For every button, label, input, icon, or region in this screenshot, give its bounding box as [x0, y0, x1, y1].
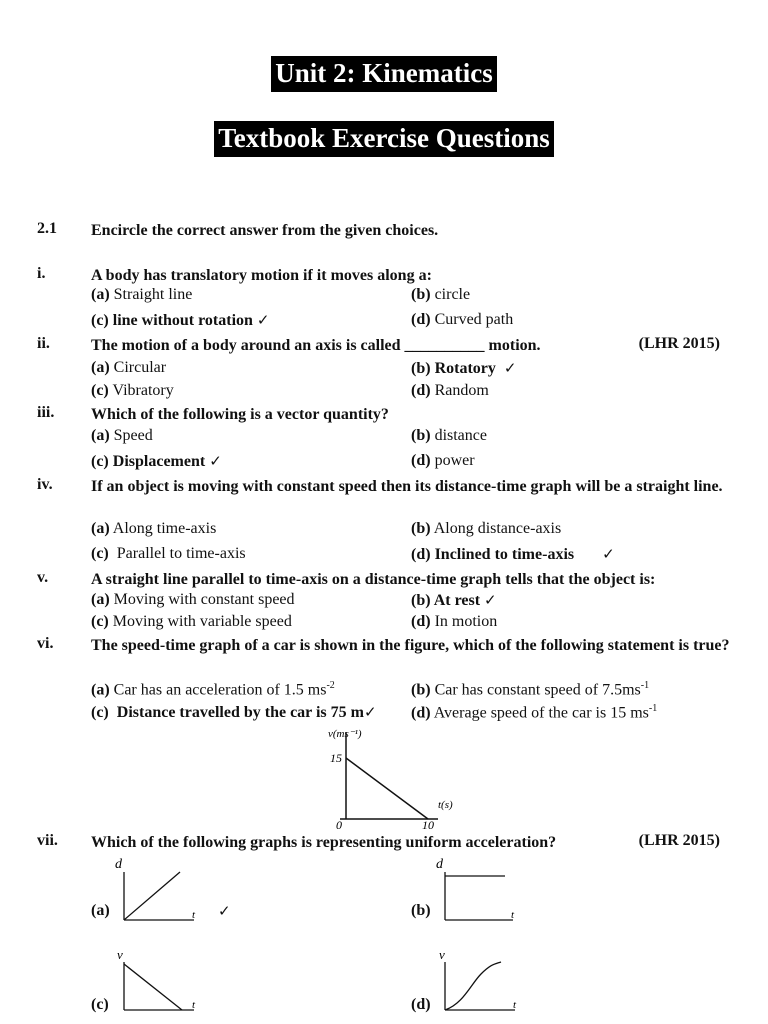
velocity-line: [346, 758, 428, 819]
question-text: A straight line parallel to time-axis on a distance-time graph tells that the object is:: [91, 571, 656, 588]
option-a: (a) Car has an acceleration of 1.5 $ms^{-2}$: [91, 680, 335, 699]
question-number: vii.: [37, 832, 58, 849]
graph-option-a-label: (a): [91, 902, 110, 919]
speed-time-graph: [0, 722, 768, 832]
question-number: vi.: [37, 635, 54, 652]
check-mark-icon: ✓: [484, 591, 497, 609]
instruction-text: Encircle the correct answer from the given choices.: [91, 222, 439, 239]
option-b: (b) distance: [411, 427, 487, 444]
question-text: Which of the following is a vector quantity?: [91, 406, 389, 423]
question-number: ii.: [37, 335, 50, 352]
graph-option-d: [433, 944, 553, 1024]
instruction-number: 2.1: [37, 220, 57, 237]
graph-option-c: [112, 944, 232, 1024]
option-b: (b) Car has constant speed of $7.5ms^{-1}$: [411, 680, 650, 699]
question-text: The motion of a body around an axis is called __________ motion.: [91, 337, 541, 354]
option-d-correct: (d) Inclined to time-axis ✓: [411, 545, 615, 563]
graph-y-label: d: [115, 857, 122, 872]
option-c: (c) Vibratory: [91, 382, 174, 399]
question-number: v.: [37, 569, 49, 586]
option-a: (a) Along time-axis: [91, 520, 217, 537]
question-text: A body has translatory motion if it moves along a:: [91, 267, 432, 284]
graph-x-label: t: [511, 909, 515, 921]
option-b-correct: (b) Rotatory ✓: [411, 359, 517, 377]
graph-option-c-label: (c): [91, 996, 109, 1013]
section-title: Textbook Exercise Questions: [0, 123, 768, 154]
question-text: If an object is moving with constant speed then its distance-time graph will be a straight line.: [91, 478, 723, 495]
graph-x-label: t: [192, 999, 196, 1011]
graph-option-b-label: (b): [411, 902, 431, 919]
unit-title: Unit 2: Kinematics: [0, 58, 768, 89]
graph-y-label: v(ms⁻¹): [328, 728, 362, 740]
check-mark-icon: ✓: [209, 452, 222, 470]
question-number: iv.: [37, 476, 53, 493]
option-d: (d) power: [411, 452, 475, 469]
check-mark-icon: ✓: [363, 703, 377, 721]
check-mark-icon: ✓: [256, 311, 270, 329]
option-b: (b) Along distance-axis: [411, 520, 562, 537]
graph-option-b: [433, 852, 553, 932]
exam-reference: (LHR 2015): [638, 832, 720, 849]
option-a: (a) Speed: [91, 427, 153, 444]
exam-reference: (LHR 2015): [638, 335, 720, 352]
question-text: Which of the following graphs is representing uniform acceleration?: [91, 834, 557, 851]
graph-option-d-label: (d): [411, 996, 431, 1013]
option-d: (d) Average speed of the car is 15 $ms^{-1}$: [411, 703, 658, 722]
option-b-correct: (b) At rest ✓: [411, 591, 497, 609]
option-a: (a) Straight line: [91, 286, 193, 303]
option-c-correct: (c) line without rotation ✓: [91, 311, 270, 329]
graph-x-label: t(s): [438, 799, 453, 811]
graph-y-label: v: [439, 947, 445, 962]
check-mark-icon: ✓: [503, 359, 517, 377]
question-number: iii.: [37, 404, 55, 421]
graph-x-max-label: 10: [422, 818, 434, 832]
option-a: (a) Circular: [91, 359, 167, 376]
option-c: (c) Moving with variable speed: [91, 613, 292, 630]
option-d: (d) Curved path: [411, 311, 514, 328]
graph-y-max-label: 15: [330, 751, 342, 765]
question-text: The speed-time graph of a car is shown in the figure, which of the following statement is true?: [91, 637, 730, 654]
option-c-correct: (c) Distance travelled by the car is 75 m✓: [91, 703, 377, 721]
option-b: (b) circle: [411, 286, 471, 303]
graph-y-label: v: [117, 947, 123, 962]
option-c: (c) Parallel to time-axis: [91, 545, 246, 562]
check-mark-icon: ✓: [218, 902, 231, 920]
option-d: (d) In motion: [411, 613, 498, 630]
option-d: (d) Random: [411, 382, 489, 399]
option-c-correct: (c) Displacement ✓: [91, 452, 222, 470]
graph-y-label: d: [436, 857, 443, 872]
option-a: (a) Moving with constant speed: [91, 591, 295, 608]
check-mark-icon: ✓: [602, 545, 615, 563]
graph-option-a: [112, 852, 232, 932]
question-number: i.: [37, 265, 46, 282]
graph-x-label: t: [513, 999, 517, 1011]
graph-x-label: t: [192, 909, 196, 921]
graph-origin-label: 0: [336, 818, 342, 832]
